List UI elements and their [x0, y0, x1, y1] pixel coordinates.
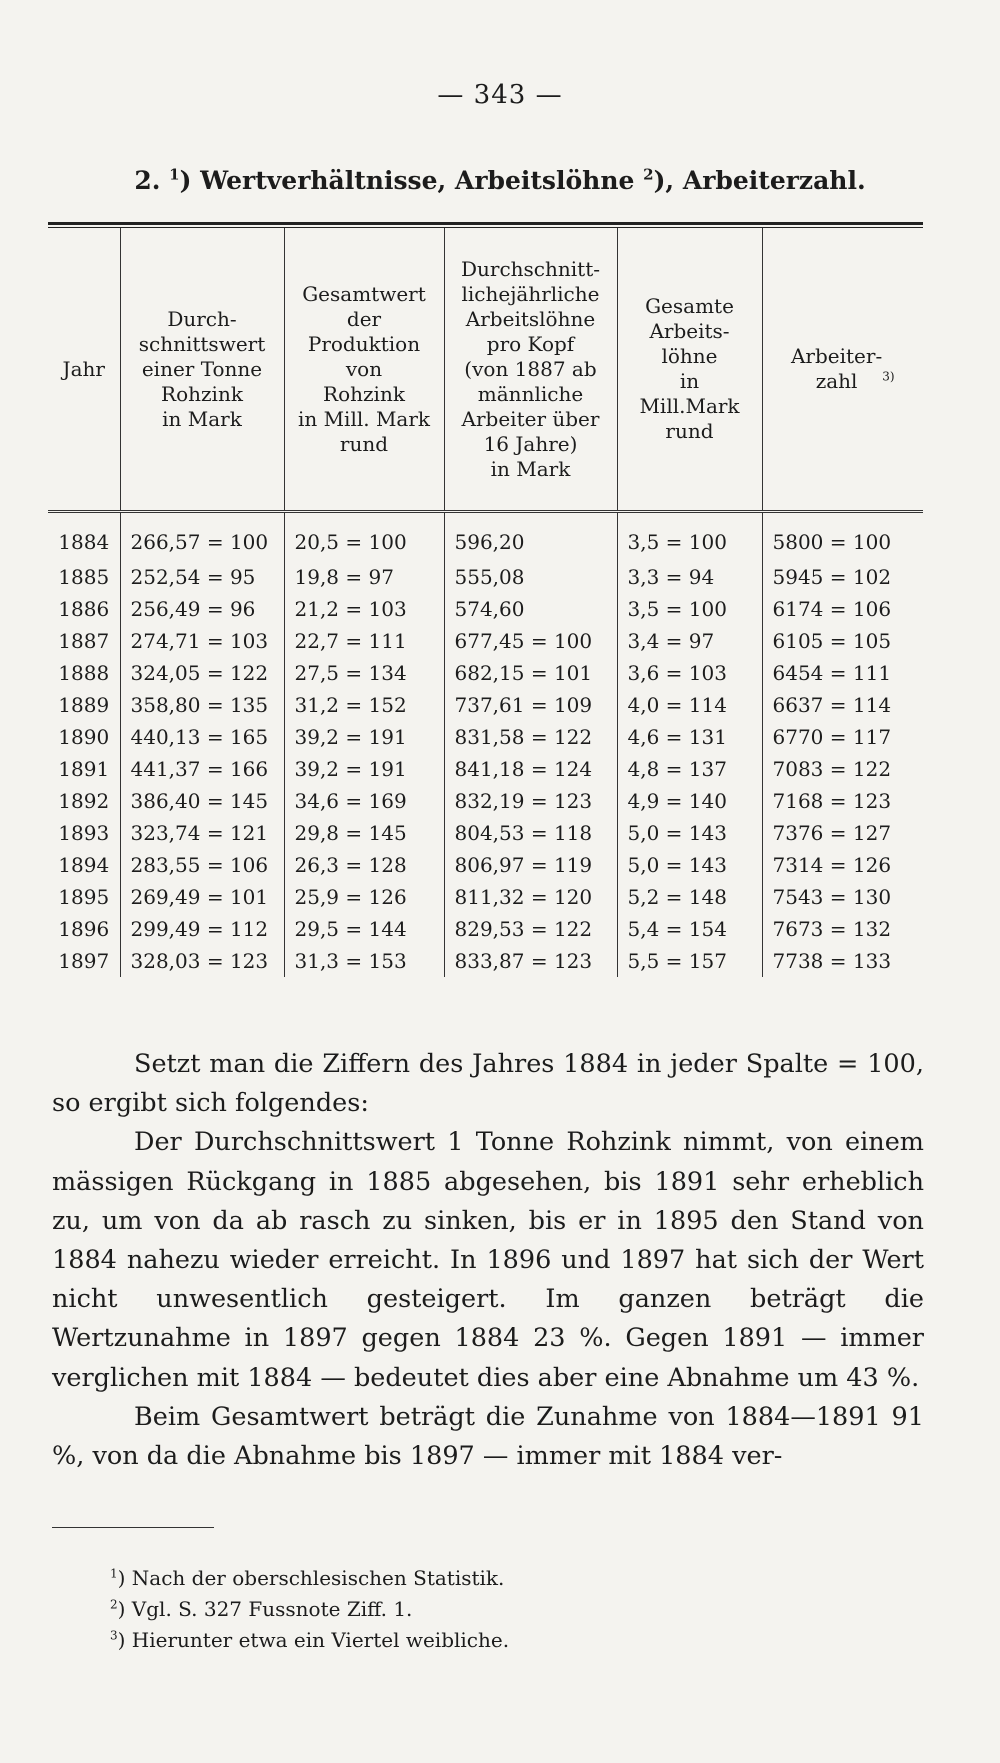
- cell-year: 1895: [48, 881, 120, 913]
- cell-avg-wages: 833,87 = 123: [444, 945, 617, 977]
- cell-total-wages: 3,3 = 94: [617, 561, 762, 593]
- header-avg-wages: Durchschnitt- lichejährliche Arbeitslöhne pro Kopf (von 1887 ab männliche Arbeiter über 16 Jahre) in Mark: [444, 228, 617, 512]
- cell-avg-value: 440,13 = 165: [120, 721, 284, 753]
- cell-total-wages: 4,9 = 140: [617, 785, 762, 817]
- cell-avg-value: 266,57 = 100: [120, 512, 284, 562]
- section-number: 2.: [134, 166, 161, 195]
- header-footnote-ref-3: 3): [882, 369, 895, 384]
- paragraph-1: Setzt man die Ziffern des Jahres 1884 in jeder Spalte = 100, so ergibt sich folgendes:: [52, 1049, 924, 1119]
- cell-worker-count: 7738 = 133: [772, 949, 892, 973]
- cell-total-wages: 3,6 = 103: [617, 657, 762, 689]
- cell-avg-wages: 574,60: [444, 593, 617, 625]
- table-body: [48, 512, 923, 978]
- cell-avg-value: 274,71 = 103: [120, 625, 284, 657]
- cell-worker-count: 7168 = 123: [772, 789, 892, 813]
- header-total-wages: Gesamte Arbeits- löhne in Mill.Mark rund: [617, 228, 762, 512]
- cell-worker-count: 7083 = 122: [772, 757, 892, 781]
- cell-avg-wages: 832,19 = 123: [444, 785, 617, 817]
- cell-worker-count: 6637 = 114: [772, 693, 892, 717]
- table-row: [48, 561, 923, 593]
- cell-total-wages: 5,5 = 157: [617, 945, 762, 977]
- section-title-text-1: ) Wertverhältnisse, Arbeitslöhne: [179, 166, 635, 195]
- paragraph-2: Der Durchschnittswert 1 Tonne Rohzink nimmt, von einem mässigen Rückgang in 1885 abgesehen, bis 1891 sehr erheblich zu, um von da ab rasch zu sinken, bis er in 1895 den Stand von 1884 nahezu wieder erreicht. In 1896 und 1897 hat sich der Wert nicht unwesentlich gesteigert. Im ganzen beträgt die Wertzunahme in 1897 gegen 1884 23 %. Gegen 1891 — immer verglichen mit 1884 — bedeutet dies aber eine Abnahme um 43 %.: [52, 1127, 924, 1393]
- cell-total-wages: 5,0 = 143: [617, 849, 762, 881]
- cell-total-wages: 4,6 = 131: [617, 721, 762, 753]
- table-row: [48, 625, 923, 657]
- table-row: [48, 689, 923, 721]
- cell-avg-wages: 831,58 = 122: [444, 721, 617, 753]
- footnote-2: $^2$) Vgl. S. 327 Fussnote Ziff. 1.: [110, 1597, 413, 1621]
- cell-worker-count: 7314 = 126: [772, 853, 892, 877]
- cell-total-value: 29,8 = 145: [284, 817, 444, 849]
- table-row: [48, 945, 923, 977]
- cell-avg-value: 269,49 = 101: [120, 881, 284, 913]
- cell-avg-wages: 804,53 = 118: [444, 817, 617, 849]
- cell-total-value: 29,5 = 144: [284, 913, 444, 945]
- header-total-value: Gesamtwert der Produktion von Rohzink in Mill. Mark rund: [284, 228, 444, 512]
- cell-total-value: 39,2 = 191: [284, 721, 444, 753]
- cell-year: 1893: [48, 817, 120, 849]
- cell-year: 1891: [48, 753, 120, 785]
- cell-avg-wages: 682,15 = 101: [444, 657, 617, 689]
- cell-avg-wages: 677,45 = 100: [444, 625, 617, 657]
- header-worker-count: Arbeiter- zahl $^{3)}$: [762, 228, 923, 512]
- table-header-row: [48, 228, 923, 512]
- section-footnote-ref-2: 2: [643, 165, 654, 184]
- cell-year: 1885: [48, 561, 120, 593]
- footnote-1: $^1$) Nach der oberschlesischen Statistik.: [110, 1566, 505, 1590]
- table-row: [48, 849, 923, 881]
- table-row: [48, 913, 923, 945]
- cell-avg-value: 323,74 = 121: [120, 817, 284, 849]
- cell-total-value: 25,9 = 126: [284, 881, 444, 913]
- table-row: [48, 817, 923, 849]
- table-row: [48, 785, 923, 817]
- cell-total-wages: 4,8 = 137: [617, 753, 762, 785]
- table-row: [48, 721, 923, 753]
- cell-total-value: 39,2 = 191: [284, 753, 444, 785]
- cell-total-wages: 5,2 = 148: [617, 881, 762, 913]
- cell-avg-value: 324,05 = 122: [120, 657, 284, 689]
- cell-total-value: 34,6 = 169: [284, 785, 444, 817]
- cell-worker-count: 6770 = 117: [772, 725, 892, 749]
- footnote-rule: [52, 1527, 214, 1528]
- cell-avg-wages: 841,18 = 124: [444, 753, 617, 785]
- statistics-table-container: [48, 222, 923, 977]
- cell-year: 1884: [48, 512, 120, 562]
- cell-total-value: 20,5 = 100: [284, 512, 444, 562]
- cell-avg-wages: 829,53 = 122: [444, 913, 617, 945]
- cell-worker-count: 6454 = 111: [772, 661, 892, 685]
- cell-avg-value: 299,49 = 112: [120, 913, 284, 945]
- cell-avg-value: 252,54 = 95: [120, 561, 284, 593]
- cell-year: 1889: [48, 689, 120, 721]
- cell-worker-count: 7543 = 130: [772, 885, 892, 909]
- cell-year: 1886: [48, 593, 120, 625]
- cell-total-wages: 3,4 = 97: [617, 625, 762, 657]
- table-row: [48, 753, 923, 785]
- cell-avg-wages: 555,08: [444, 561, 617, 593]
- paragraph-3: Beim Gesamtwert beträgt die Zunahme von 1884—1891 91 %, von da die Abnahme bis 1897 — immer mit 1884 ver-: [52, 1401, 924, 1472]
- footnote-3: $^3$) Hierunter etwa ein Viertel weibliche.: [110, 1628, 510, 1652]
- cell-avg-wages: 596,20: [444, 512, 617, 562]
- statistics-table: [48, 228, 923, 977]
- cell-worker-count: 6174 = 106: [772, 597, 892, 621]
- body-text: [52, 1045, 924, 1476]
- page-number: — 343 —: [437, 80, 563, 110]
- cell-avg-wages: 811,32 = 120: [444, 881, 617, 913]
- cell-total-value: 22,7 = 111: [284, 625, 444, 657]
- table-row: [48, 512, 923, 562]
- cell-worker-count: 5945 = 102: [772, 565, 892, 589]
- cell-avg-value: 386,40 = 145: [120, 785, 284, 817]
- cell-year: 1888: [48, 657, 120, 689]
- section-footnote-ref-1: 1: [169, 165, 180, 184]
- table-row: [48, 657, 923, 689]
- cell-year: 1890: [48, 721, 120, 753]
- cell-total-value: 21,2 = 103: [284, 593, 444, 625]
- cell-total-wages: 4,0 = 114: [617, 689, 762, 721]
- table-row: [48, 881, 923, 913]
- header-year: Jahr: [48, 228, 120, 512]
- cell-total-wages: 5,0 = 143: [617, 817, 762, 849]
- cell-worker-count: 7376 = 127: [772, 821, 892, 845]
- cell-total-value: 31,3 = 153: [284, 945, 444, 977]
- cell-avg-value: 283,55 = 106: [120, 849, 284, 881]
- footnotes: [110, 1563, 509, 1656]
- cell-worker-count: 6105 = 105: [772, 629, 892, 653]
- cell-total-wages: 3,5 = 100: [617, 512, 762, 562]
- section-title-text-2: ), Arbeiterzahl.: [653, 166, 866, 195]
- cell-worker-count: 7673 = 132: [772, 917, 892, 941]
- cell-total-value: 26,3 = 128: [284, 849, 444, 881]
- cell-total-value: 19,8 = 97: [284, 561, 444, 593]
- cell-year: 1896: [48, 913, 120, 945]
- cell-avg-wages: 737,61 = 109: [444, 689, 617, 721]
- cell-total-wages: 5,4 = 154: [617, 913, 762, 945]
- table-row: [48, 593, 923, 625]
- header-avg-value: Durch- schnittswert einer Tonne Rohzink in Mark: [120, 228, 284, 512]
- cell-avg-value: 256,49 = 96: [120, 593, 284, 625]
- cell-year: 1892: [48, 785, 120, 817]
- cell-avg-wages: 806,97 = 119: [444, 849, 617, 881]
- cell-avg-value: 358,80 = 135: [120, 689, 284, 721]
- cell-year: 1897: [48, 945, 120, 977]
- cell-total-value: 27,5 = 134: [284, 657, 444, 689]
- cell-year: 1887: [48, 625, 120, 657]
- cell-avg-value: 328,03 = 123: [120, 945, 284, 977]
- cell-avg-value: 441,37 = 166: [120, 753, 284, 785]
- cell-total-wages: 3,5 = 100: [617, 593, 762, 625]
- cell-total-value: 31,2 = 152: [284, 689, 444, 721]
- section-title: [0, 166, 1000, 195]
- cell-worker-count: 5800 = 100: [772, 530, 892, 554]
- cell-year: 1894: [48, 849, 120, 881]
